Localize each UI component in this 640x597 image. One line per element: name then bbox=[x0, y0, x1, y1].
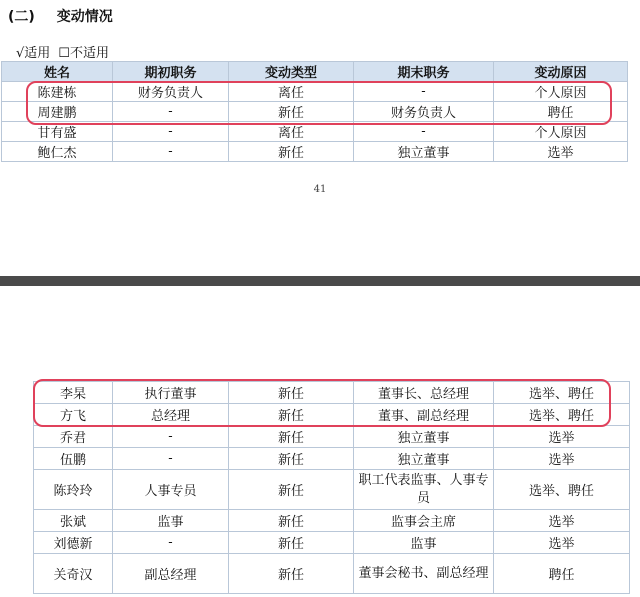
table-row bbox=[34, 448, 630, 470]
cell-change-reason: 聘任 bbox=[494, 554, 630, 594]
cell-initial-position: 人事专员 bbox=[113, 470, 229, 510]
table-row bbox=[34, 532, 630, 554]
header-final-position: 期末职务 bbox=[354, 62, 494, 82]
cell-change-type: 新任 bbox=[229, 448, 354, 470]
cell-name: 陈建栋 bbox=[2, 82, 113, 102]
cell-change-type: 离任 bbox=[229, 82, 354, 102]
not-applicable-checkbox: ☐不适用 bbox=[58, 46, 109, 61]
table-row bbox=[34, 426, 630, 448]
cell-change-type: 新任 bbox=[229, 102, 354, 122]
cell-final-position: 董事会秘书、副总经理 bbox=[354, 554, 494, 594]
changes-table-bottom bbox=[33, 381, 630, 594]
header-initial-position: 期初职务 bbox=[113, 62, 229, 82]
table-row bbox=[34, 404, 630, 426]
cell-change-reason: 选举 bbox=[494, 426, 630, 448]
cell-change-type: 新任 bbox=[229, 510, 354, 532]
header-name: 姓名 bbox=[2, 62, 113, 82]
cell-change-reason: 选举、聘任 bbox=[494, 470, 630, 510]
cell-change-reason: 聘任 bbox=[494, 102, 628, 122]
applicable-checkbox: √适用 bbox=[16, 46, 51, 61]
cell-change-reason: 选举、聘任 bbox=[494, 404, 630, 426]
cell-final-position: 财务负责人 bbox=[354, 102, 494, 122]
cell-final-position: 监事会主席 bbox=[354, 510, 494, 532]
page-number: 41 bbox=[313, 184, 327, 195]
table-row bbox=[34, 382, 630, 404]
cell-name: 李杲 bbox=[34, 382, 113, 404]
cell-final-position: 独立董事 bbox=[354, 142, 494, 162]
cell-final-position: - bbox=[354, 82, 494, 102]
cell-initial-position: - bbox=[113, 426, 229, 448]
cell-name: 甘有盛 bbox=[2, 122, 113, 142]
cell-name: 张斌 bbox=[34, 510, 113, 532]
cell-name: 鲍仁杰 bbox=[2, 142, 113, 162]
section-heading bbox=[8, 6, 113, 26]
cell-initial-position: 执行董事 bbox=[113, 382, 229, 404]
cell-change-type: 新任 bbox=[229, 142, 354, 162]
table-row bbox=[34, 510, 630, 532]
cell-final-position: 独立董事 bbox=[354, 448, 494, 470]
section-title: 变动情况 bbox=[56, 9, 113, 25]
table-row bbox=[2, 122, 628, 142]
cell-change-reason: 选举 bbox=[494, 448, 630, 470]
cell-change-reason: 个人原因 bbox=[494, 122, 628, 142]
cell-initial-position: - bbox=[113, 102, 229, 122]
cell-name: 周建鹏 bbox=[2, 102, 113, 122]
cell-change-type: 新任 bbox=[229, 470, 354, 510]
cell-change-type: 离任 bbox=[229, 122, 354, 142]
table-row bbox=[2, 142, 628, 162]
cell-initial-position: - bbox=[113, 122, 229, 142]
table-row bbox=[2, 102, 628, 122]
cell-initial-position: - bbox=[113, 142, 229, 162]
applicability-line bbox=[16, 42, 117, 61]
cell-change-type: 新任 bbox=[229, 426, 354, 448]
cell-change-reason: 选举 bbox=[494, 142, 628, 162]
cell-change-type: 新任 bbox=[229, 554, 354, 594]
cell-change-type: 新任 bbox=[229, 532, 354, 554]
cell-name: 方飞 bbox=[34, 404, 113, 426]
cell-change-reason: 个人原因 bbox=[494, 82, 628, 102]
cell-final-position: 董事长、总经理 bbox=[354, 382, 494, 404]
cell-initial-position: - bbox=[113, 532, 229, 554]
table-row bbox=[2, 82, 628, 102]
cell-final-position: 职工代表监事、人事专员 bbox=[354, 470, 494, 510]
cell-final-position: - bbox=[354, 122, 494, 142]
cell-initial-position: 财务负责人 bbox=[113, 82, 229, 102]
changes-table-top bbox=[1, 61, 628, 162]
cell-initial-position: 副总经理 bbox=[113, 554, 229, 594]
cell-name: 陈玲玲 bbox=[34, 470, 113, 510]
cell-initial-position: 总经理 bbox=[113, 404, 229, 426]
section-number: (二) bbox=[8, 9, 35, 25]
cell-name: 刘德新 bbox=[34, 532, 113, 554]
header-change-reason: 变动原因 bbox=[494, 62, 628, 82]
cell-initial-position: 监事 bbox=[113, 510, 229, 532]
cell-final-position: 监事 bbox=[354, 532, 494, 554]
cell-change-reason: 选举 bbox=[494, 510, 630, 532]
cell-final-position: 董事、副总经理 bbox=[354, 404, 494, 426]
cell-name: 关奇汉 bbox=[34, 554, 113, 594]
table-row bbox=[34, 470, 630, 510]
cell-change-reason: 选举、聘任 bbox=[494, 382, 630, 404]
table-header-row bbox=[2, 62, 628, 82]
page-divider bbox=[0, 276, 640, 286]
cell-change-type: 新任 bbox=[229, 382, 354, 404]
header-change-type: 变动类型 bbox=[229, 62, 354, 82]
cell-initial-position: - bbox=[113, 448, 229, 470]
cell-change-reason: 选举 bbox=[494, 532, 630, 554]
cell-change-type: 新任 bbox=[229, 404, 354, 426]
table-row bbox=[34, 554, 630, 594]
cell-final-position: 独立董事 bbox=[354, 426, 494, 448]
cell-name: 伍鹏 bbox=[34, 448, 113, 470]
cell-name: 乔君 bbox=[34, 426, 113, 448]
